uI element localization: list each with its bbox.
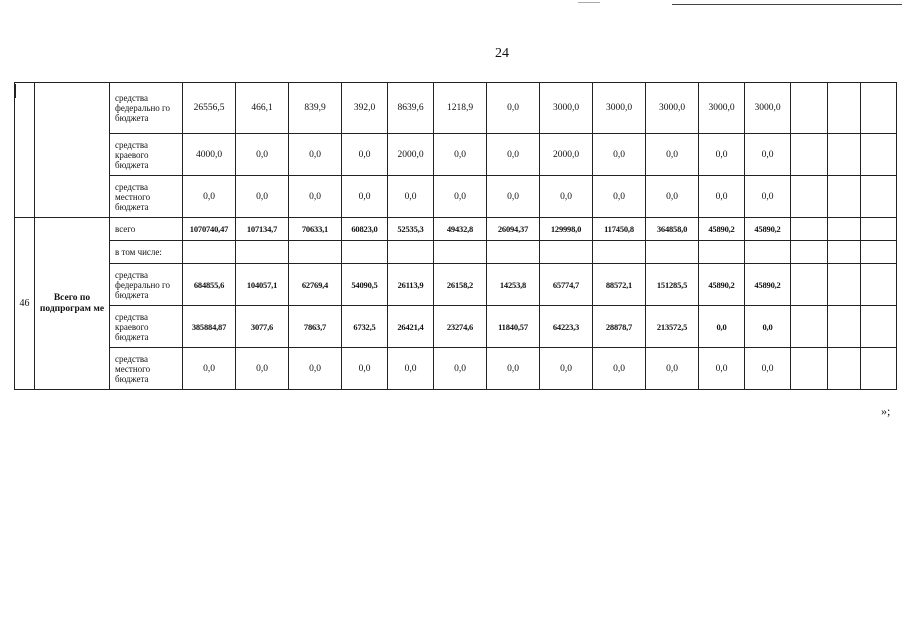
value-cell: 0,0 [745, 348, 791, 390]
value-cell: 28878,7 [593, 306, 646, 348]
value-cell: 3000,0 [593, 83, 646, 134]
value-cell: 26113,9 [388, 264, 434, 306]
value-cell [593, 241, 646, 264]
value-cell [487, 241, 540, 264]
closing-quote: »; [881, 404, 891, 418]
value-cell [646, 241, 699, 264]
value-cell: 26421,4 [388, 306, 434, 348]
value-cell [388, 241, 434, 264]
value-cell: 0,0 [236, 134, 289, 176]
value-cell: 0,0 [487, 134, 540, 176]
row-label: средства краевого бюджета [110, 134, 183, 176]
value-cell [434, 241, 487, 264]
value-cell: 3000,0 [745, 83, 791, 134]
value-cell: 3000,0 [540, 83, 593, 134]
table-row [15, 218, 897, 241]
value-cell: 45890,2 [699, 264, 745, 306]
empty-cell [861, 306, 897, 348]
value-cell: 6732,5 [342, 306, 388, 348]
value-cell: 0,0 [593, 176, 646, 218]
empty-cell [791, 241, 828, 264]
empty-cell [791, 83, 828, 134]
value-cell: 0,0 [289, 134, 342, 176]
value-cell: 26158,2 [434, 264, 487, 306]
table-row [15, 176, 897, 218]
value-cell: 4000,0 [183, 134, 236, 176]
value-cell: 364858,0 [646, 218, 699, 241]
value-cell: 0,0 [593, 134, 646, 176]
group-number-cell [15, 83, 35, 218]
value-cell: 26556,5 [183, 83, 236, 134]
value-cell: 0,0 [745, 176, 791, 218]
value-cell: 0,0 [699, 348, 745, 390]
value-cell: 0,0 [646, 134, 699, 176]
value-cell: 0,0 [388, 176, 434, 218]
top-rule [672, 4, 902, 5]
value-cell: 45890,2 [745, 218, 791, 241]
value-cell: 117450,8 [593, 218, 646, 241]
value-cell [289, 241, 342, 264]
empty-cell [861, 83, 897, 134]
empty-cell [828, 218, 861, 241]
row-label: в том числе: [110, 241, 183, 264]
value-cell: 45890,2 [745, 264, 791, 306]
value-cell: 0,0 [646, 348, 699, 390]
value-cell: 0,0 [434, 176, 487, 218]
empty-cell [828, 306, 861, 348]
value-cell [540, 241, 593, 264]
value-cell: 0,0 [342, 348, 388, 390]
value-cell: 0,0 [388, 348, 434, 390]
value-cell: 2000,0 [388, 134, 434, 176]
value-cell: 52535,3 [388, 218, 434, 241]
value-cell: 0,0 [183, 176, 236, 218]
table-row [15, 348, 897, 390]
empty-cell [861, 348, 897, 390]
page-number: 24 [495, 46, 509, 61]
value-cell: 0,0 [487, 83, 540, 134]
group-number: 46 [15, 218, 35, 390]
value-cell: 0,0 [487, 176, 540, 218]
empty-cell [861, 218, 897, 241]
empty-cell [791, 264, 828, 306]
value-cell: 0,0 [699, 306, 745, 348]
empty-cell [791, 176, 828, 218]
empty-cell [791, 218, 828, 241]
value-cell [236, 241, 289, 264]
value-cell: 0,0 [434, 348, 487, 390]
value-cell: 1070740,47 [183, 218, 236, 241]
value-cell: 62769,4 [289, 264, 342, 306]
value-cell: 0,0 [236, 348, 289, 390]
empty-cell [861, 134, 897, 176]
top-mark-short [578, 2, 600, 3]
group-name: Всего по подпрограм ме [35, 218, 110, 390]
value-cell: 0,0 [342, 176, 388, 218]
row-label: средства краевого бюджета [110, 306, 183, 348]
value-cell: 0,0 [745, 306, 791, 348]
table-row [15, 134, 897, 176]
value-cell: 0,0 [289, 348, 342, 390]
value-cell: 26094,37 [487, 218, 540, 241]
value-cell: 385884,87 [183, 306, 236, 348]
table-row [15, 83, 897, 134]
row-label: средства федерально го бюджета [110, 83, 183, 134]
empty-cell [828, 176, 861, 218]
value-cell: 3000,0 [699, 83, 745, 134]
value-cell: 0,0 [289, 176, 342, 218]
value-cell: 7863,7 [289, 306, 342, 348]
value-cell: 45890,2 [699, 218, 745, 241]
value-cell: 65774,7 [540, 264, 593, 306]
empty-cell [828, 264, 861, 306]
value-cell: 23274,6 [434, 306, 487, 348]
value-cell: 64223,3 [540, 306, 593, 348]
empty-cell [791, 348, 828, 390]
table-row [15, 264, 897, 306]
row-label: всего [110, 218, 183, 241]
empty-cell [828, 83, 861, 134]
value-cell: 14253,8 [487, 264, 540, 306]
value-cell: 0,0 [183, 348, 236, 390]
row-label: средства федерально го бюджета [110, 264, 183, 306]
value-cell: 60823,0 [342, 218, 388, 241]
empty-cell [828, 134, 861, 176]
empty-cell [791, 134, 828, 176]
value-cell: 0,0 [593, 348, 646, 390]
value-cell [699, 241, 745, 264]
empty-cell [828, 241, 861, 264]
value-cell: 392,0 [342, 83, 388, 134]
value-cell: 0,0 [236, 176, 289, 218]
value-cell: 2000,0 [540, 134, 593, 176]
value-cell: 0,0 [540, 176, 593, 218]
value-cell: 0,0 [434, 134, 487, 176]
value-cell: 466,1 [236, 83, 289, 134]
value-cell: 54090,5 [342, 264, 388, 306]
value-cell: 3077,6 [236, 306, 289, 348]
value-cell: 0,0 [487, 348, 540, 390]
value-cell [342, 241, 388, 264]
value-cell: 11840,57 [487, 306, 540, 348]
value-cell: 107134,7 [236, 218, 289, 241]
value-cell: 0,0 [342, 134, 388, 176]
value-cell: 8639,6 [388, 83, 434, 134]
value-cell: 0,0 [745, 134, 791, 176]
empty-cell [861, 264, 897, 306]
value-cell: 129998,0 [540, 218, 593, 241]
value-cell: 0,0 [646, 176, 699, 218]
value-cell: 684855,6 [183, 264, 236, 306]
value-cell: 49432,8 [434, 218, 487, 241]
value-cell: 104057,1 [236, 264, 289, 306]
empty-cell [828, 348, 861, 390]
value-cell: 839,9 [289, 83, 342, 134]
empty-cell [791, 306, 828, 348]
empty-cell [861, 176, 897, 218]
budget-table [14, 82, 897, 390]
value-cell [183, 241, 236, 264]
value-cell: 0,0 [699, 134, 745, 176]
value-cell: 3000,0 [646, 83, 699, 134]
table-row [15, 241, 897, 264]
value-cell: 213572,5 [646, 306, 699, 348]
value-cell [745, 241, 791, 264]
value-cell: 0,0 [699, 176, 745, 218]
value-cell: 1218,9 [434, 83, 487, 134]
value-cell: 0,0 [540, 348, 593, 390]
row-label: средства местного бюджета [110, 348, 183, 390]
group-name-cell [35, 83, 110, 218]
value-cell: 151285,5 [646, 264, 699, 306]
value-cell: 70633,1 [289, 218, 342, 241]
value-cell: 88572,1 [593, 264, 646, 306]
table-row [15, 306, 897, 348]
empty-cell [861, 241, 897, 264]
row-label: средства местного бюджета [110, 176, 183, 218]
